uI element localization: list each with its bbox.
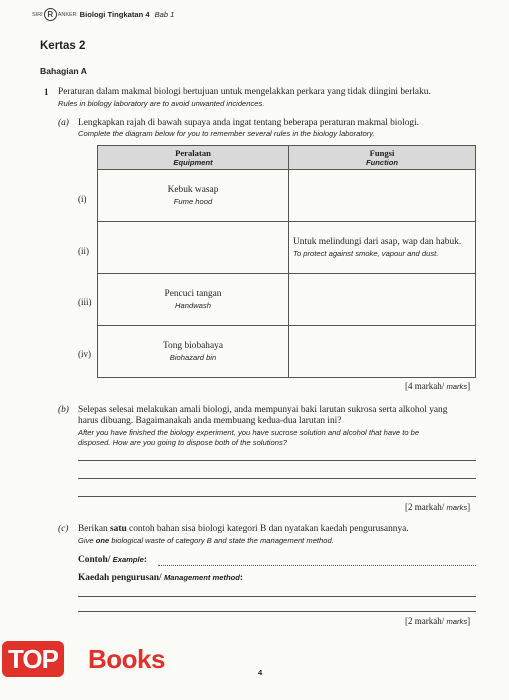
logo-mark: R <box>44 8 57 21</box>
text-ms-post: contoh bahan sisa biologi kategori B dan nyatakan kaedah pengurusannya. <box>126 524 409 534</box>
equipment-ms: Pencuci tangan <box>164 288 222 299</box>
part-a-label: (a) <box>58 118 69 128</box>
part-b-text-ms-2: harus dibuang. Bagaimanakah anda membuang kedua-dua larutan ini? <box>78 416 342 426</box>
equipment-cell <box>98 274 289 326</box>
row-label: (ii) <box>78 246 89 256</box>
answer-line[interactable] <box>78 460 476 461</box>
section-title: Kertas 2 <box>40 40 86 52</box>
text-en-pre: Give <box>78 536 96 545</box>
function-ms: Untuk melindungi dari asap, wap dan habuk. <box>293 236 462 247</box>
equipment-en: Biohazard bin <box>169 352 217 362</box>
part-c-text-ms <box>78 524 409 534</box>
table-row <box>98 222 476 274</box>
text-ms-pre: Berikan <box>78 524 111 534</box>
marks-end: ] <box>467 502 471 512</box>
part-c-text-en <box>78 536 334 545</box>
function-en: To protect against smoke, vapour and dust. <box>293 248 439 258</box>
equipment-cell <box>98 170 289 222</box>
equipment-ms: Tong biobahaya <box>162 340 223 351</box>
chapter-label: Bab 1 <box>154 10 175 19</box>
col-function-header <box>289 146 476 170</box>
answer-line[interactable] <box>78 596 476 597</box>
method-ms: Kaedah pengurusan/ <box>78 573 164 583</box>
watermark-books: Books <box>88 644 165 674</box>
row-label: (i) <box>78 194 87 204</box>
running-header <box>32 8 174 21</box>
logo-text-right: ANKER <box>57 11 77 18</box>
watermark-top: TOP <box>2 641 64 677</box>
equipment-ms: Kebuk wasap <box>167 184 219 195</box>
equipment-answer-cell[interactable] <box>98 222 289 274</box>
method-label <box>78 573 243 583</box>
marks-ms: [2 markah/ <box>405 502 445 512</box>
part-a-text-ms: Lengkapkan rajah di bawah supaya anda ingat tentang beberapa peraturan makmal biologi. <box>78 118 420 128</box>
rules-table <box>97 145 476 378</box>
answer-line[interactable] <box>78 478 476 479</box>
table-row <box>98 274 476 326</box>
part-c-label: (c) <box>58 524 69 534</box>
table-header-row <box>98 146 476 170</box>
function-answer-cell[interactable] <box>289 170 476 222</box>
part-a-marks <box>405 381 470 391</box>
book-title: Biologi Tingkatan 4 <box>79 10 150 19</box>
example-answer-line[interactable] <box>158 565 476 566</box>
text-ms-bold: satu <box>110 524 127 534</box>
part-b-text-ms-1: Selepas selesai melakukan amali biologi, anda mempunyai baki larutan sukrosa serta alkohol yang <box>78 405 448 415</box>
page-number: 4 <box>258 668 263 677</box>
example-label <box>78 555 147 565</box>
function-cell <box>289 222 476 274</box>
marks-ms: [4 markah/ <box>405 381 445 391</box>
part-b-text-en-1: After you have finished the biology experiment, you have sucrose solution and alcohol that have to be <box>78 428 420 437</box>
answer-line[interactable] <box>78 611 476 612</box>
function-answer-cell[interactable] <box>289 274 476 326</box>
part-a-text-en: Complete the diagram below for you to remember several rules in the biology laboratory. <box>78 129 375 138</box>
example-en: Example <box>112 555 144 564</box>
col-function-en: Function <box>365 157 399 167</box>
part-title: Bahagian A <box>40 66 87 76</box>
answer-line[interactable] <box>78 496 476 497</box>
question-number: 1 <box>44 87 49 97</box>
method-en: Management method <box>163 573 240 582</box>
part-c-marks <box>405 616 470 626</box>
col-equipment-en: Equipment <box>173 157 213 167</box>
marks-en: marks <box>446 382 468 391</box>
example-ms: Contoh/ <box>78 555 113 565</box>
method-colon: : <box>239 573 244 583</box>
marks-ms: [2 markah/ <box>405 616 445 626</box>
question-text-ms: Peraturan dalam makmal biologi bertujuan untuk mengelakkan perkara yang tidak diingini berlaku. <box>58 87 431 97</box>
marks-en: marks <box>446 617 468 626</box>
equipment-en: Handwash <box>175 300 211 310</box>
part-b-text-en-2: disposed. How are you going to dispose both of the solutions? <box>78 438 287 447</box>
equipment-cell <box>98 326 289 378</box>
example-colon: : <box>143 555 148 565</box>
text-en-bold: one <box>95 536 110 545</box>
function-answer-cell[interactable] <box>289 326 476 378</box>
series-logo <box>32 8 77 21</box>
col-equipment-ms: Peralatan <box>175 147 211 158</box>
part-b-label: (b) <box>58 405 69 415</box>
text-en-post: biological waste of category B and state the management method. <box>109 536 334 545</box>
question-text-en: Rules in biology laboratory are to avoid unwanted incidences. <box>58 99 265 108</box>
table-row <box>98 170 476 222</box>
marks-end: ] <box>467 381 471 391</box>
row-label: (iii) <box>78 297 92 307</box>
logo-text-left: SIRI <box>32 11 43 18</box>
col-equipment-header <box>98 146 289 170</box>
equipment-en: Fume hood <box>173 196 213 206</box>
topbooks-watermark <box>0 641 185 681</box>
part-b-marks <box>405 502 470 512</box>
table-row <box>98 326 476 378</box>
marks-end: ] <box>467 616 471 626</box>
marks-en: marks <box>446 503 468 512</box>
col-function-ms: Fungsi <box>369 147 395 158</box>
row-label: (iv) <box>78 349 91 359</box>
